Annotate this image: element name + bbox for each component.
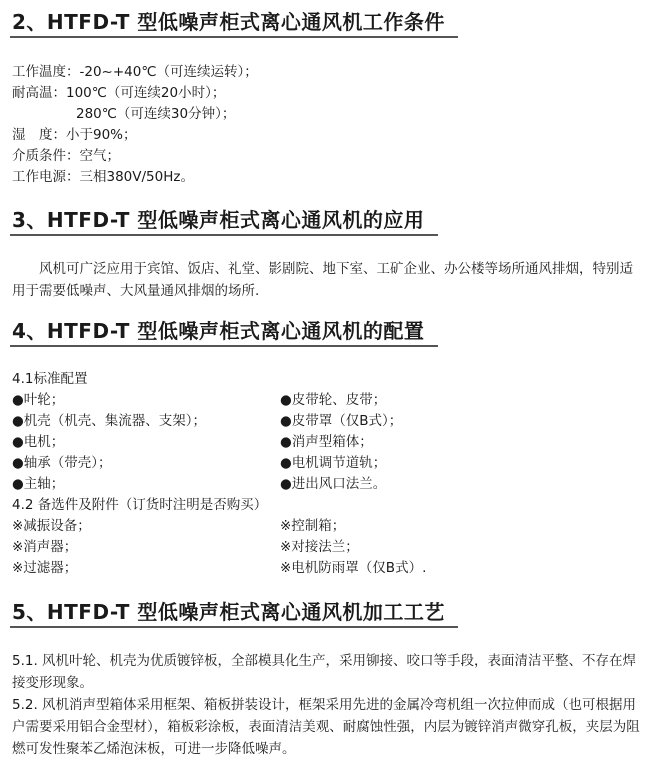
heat-resistance-line-2: 280℃（可连续30分钟）；: [76, 106, 236, 122]
application-paragraph: 风机可广泛应用于宾馆、饭店、礼堂、影剧院、地下室、工矿企业、办公楼等场所通风排烟，特别适用于需要低噪声、大风量通风排烟的场所.: [12, 261, 633, 299]
process-paragraph-1: 5.1. 风机叶轮、机壳为优质镀锌板，全部模具化生产，采用铆接、咬口等手段，表面清洁平整、不存在焊接变形现象。: [12, 653, 637, 691]
list-item: ●机壳（机壳、集流器、支架）；: [12, 413, 207, 429]
heat-resistance-line: 耐高温：100℃（可连续20小时）；: [12, 85, 226, 101]
section4-underline: [10, 345, 438, 347]
list-item: ●皮带轮、皮带；: [280, 392, 387, 408]
list-item: ●电机；: [12, 434, 65, 450]
power-supply-line: 工作电源：三相380V/50Hz。: [12, 169, 194, 185]
process-paragraph-2: 5.2. 风机消声型箱体采用框架、箱板拼装设计，框架采用先进的金属冷弯机组一次拉伸而成（也可根据用户需要采用铝合金型材），箱板彩涂板，表面清洁美观、耐腐蚀性强，内层为镀锌消声微穿孔板，夹层为阻燃可发性聚苯乙烯泡沫板，可进一步降低噪声。: [12, 697, 640, 757]
humidity-line: 湿 度：小于90%；: [12, 127, 137, 143]
list-item: ●主轴；: [12, 476, 65, 492]
list-item: ●进出风口法兰。: [280, 476, 387, 492]
list-item: ●叶轮；: [12, 392, 65, 408]
list-item: ※对接法兰；: [280, 539, 359, 555]
list-item: ●轴承（带壳）；: [12, 455, 112, 471]
section5-underline: [10, 626, 458, 628]
section5-heading: 5、HTFD-T 型低噪声柜式离心通风机加工工艺: [12, 600, 445, 624]
list-item: ※控制箱；: [280, 518, 346, 534]
list-item: ●消声型箱体；: [280, 434, 373, 450]
standard-config-title: 4.1标准配置: [12, 371, 88, 387]
section3-underline: [10, 234, 438, 236]
list-item: ※过滤器；: [12, 560, 78, 576]
list-item: ●皮带罩（仅B式）；: [280, 413, 403, 429]
section3-heading: 3、HTFD-T 型低噪声柜式离心通风机的应用: [12, 208, 425, 232]
work-temperature-line: 工作温度：-20~+40℃（可连续运转）；: [12, 64, 258, 80]
list-item: ※消声器；: [12, 539, 78, 555]
list-item: ※减振设备；: [12, 518, 91, 534]
list-item: ※电机防雨罩（仅B式）.: [280, 560, 427, 576]
medium-line: 介质条件：空气；: [12, 148, 120, 164]
list-item: ●电机调节道轨；: [280, 455, 387, 471]
optional-config-title: 4.2 备选件及附件（订货时注明是否购买）: [12, 497, 268, 513]
section2-heading: 2、HTFD-T 型低噪声柜式离心通风机工作条件: [12, 10, 445, 34]
section2-underline: [10, 36, 458, 38]
section4-heading: 4、HTFD-T 型低噪声柜式离心通风机的配置: [12, 319, 425, 343]
